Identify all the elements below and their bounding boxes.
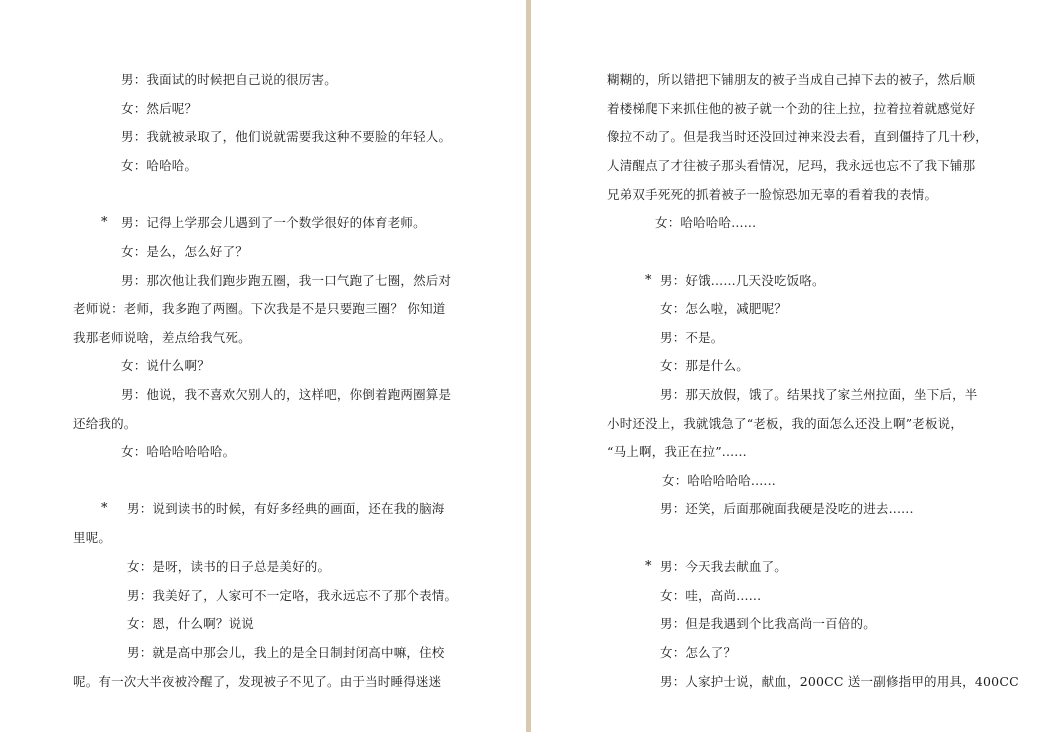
text-line: 男：我就被录取了，他们说就需要我这种不要脸的年轻人。	[121, 129, 452, 144]
text-line: 男：那天放假，饿了。结果找了家兰州拉面，坐下后，半	[660, 387, 978, 402]
text-line: 男：但是我遇到个比我高尚一百倍的。	[660, 616, 876, 631]
text-line: 女：说什么啊？	[121, 358, 210, 373]
text-line: 男：说到读书的时候，有好多经典的画面，还在我的脑海	[127, 501, 445, 516]
text-line: 女：是呀，读书的日子总是美好的。	[127, 559, 331, 574]
text-line: 糊糊的，所以错把下铺朋友的被子当成自己掉下去的被子，然后顺	[607, 72, 976, 87]
text-line: 女：哈哈哈哈......	[655, 215, 757, 230]
text-line: 男：我美好了，人家可不一定咯，我永远忘不了那个表情。	[127, 588, 458, 603]
text-line: 女：恩，什么啊？说说	[127, 616, 255, 631]
text-line: 女：是么，怎么好了？	[121, 244, 249, 259]
text-line: 人清醒点了才往被子那头看情况，尼玛，我永远也忘不了我下铺那	[607, 158, 976, 173]
text-line: 女：怎么了？	[660, 645, 737, 660]
text-line: 女：哈哈哈哈哈哈。	[121, 444, 236, 459]
text-line: 着楼梯爬下来抓住他的被子就一个劲的往上拉，拉着拉着就感觉好	[607, 101, 976, 116]
text-line: 里呢。	[73, 530, 112, 545]
text-line: 男：我面试的时候把自己说的很厉害。	[121, 72, 337, 87]
right-page	[531, 0, 1056, 732]
text-line: 像拉不动了。但是我当时还没回过神来没去看，直到僵持了几十秒，	[607, 129, 989, 144]
text-line: 男：就是高中那会儿，我上的是全日制封闭高中嘛，住校	[127, 645, 445, 660]
section-marker: *	[101, 215, 108, 230]
text-line: 老师说：老师，我多跑了两圈。下次我是不是只要跑三圈？ 你知道	[73, 301, 446, 316]
text-line: 男：他说，我不喜欢欠别人的，这样吧，你倒着跑两圈算是	[121, 387, 452, 402]
text-line: 男：还笑，后面那碗面我硬是没吃的进去......	[660, 501, 914, 516]
section-marker: *	[645, 273, 652, 288]
section-marker: *	[101, 501, 108, 516]
text-line: “马上啊，我正在拉”......	[607, 444, 747, 459]
text-line: 男：人家护士说，献血，200CC 送一副修指甲的用具，400CC	[660, 674, 1019, 689]
text-line: 男：记得上学那会儿遇到了一个数学很好的体育老师。	[121, 215, 426, 230]
text-line: 女：那是什么。	[660, 358, 749, 373]
text-line: 女：然后呢？	[121, 101, 198, 116]
text-line: 男：好饿......几天没吃饭咯。	[660, 273, 825, 288]
section-marker: *	[645, 559, 652, 574]
text-line: 女：哇，高尚......	[660, 588, 762, 603]
text-line: 女：怎么啦，减肥呢？	[660, 301, 788, 316]
text-line: 女：哈哈哈。	[121, 158, 198, 173]
text-line: 呢。有一次大半夜被冷醒了，发现被子不见了。由于当时睡得迷迷	[73, 674, 442, 689]
text-line: 男：不是。	[660, 330, 724, 345]
left-page	[0, 0, 527, 732]
text-line: 还给我的。	[73, 416, 137, 431]
text-line: 男：那次他让我们跑步跑五圈，我一口气跑了七圈，然后对	[121, 273, 452, 288]
text-line: 小时还没上，我就饿急了“老板，我的面怎么还没上啊”老板说，	[607, 416, 964, 431]
text-line: 兄弟双手死死的抓着被子一脸惊恐加无辜的看着我的表情。	[607, 187, 938, 202]
text-line: 我那老师说啥，差点给我气死。	[73, 330, 251, 345]
text-line: 女：哈哈哈哈哈......	[662, 473, 776, 488]
text-line: 男：今天我去献血了。	[660, 559, 788, 574]
